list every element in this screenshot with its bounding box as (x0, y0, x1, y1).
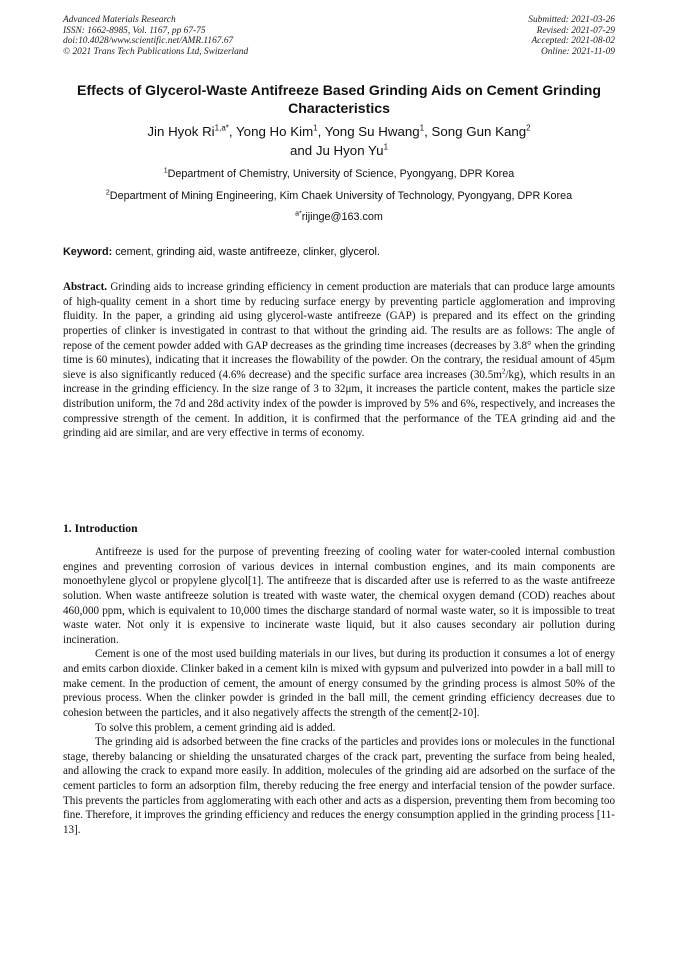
journal-issn: ISSN: 1662-8985, Vol. 1167, pp 67-75 (63, 25, 206, 36)
author-separator: , (228, 124, 237, 139)
dates-info (528, 15, 615, 57)
affiliation-1 (40, 168, 638, 181)
affiliation-2 (40, 190, 638, 203)
date-submitted: Submitted: 2021-03-26 (528, 15, 615, 25)
abstract (63, 280, 615, 441)
affiliation-mark: 2 (105, 189, 110, 197)
author-separator: , (424, 124, 432, 139)
journal-name: Advanced Materials Research (63, 15, 176, 25)
abstract-text: Grinding aids to increase grinding efficiency in cement production are materials that can produce large amounts of high-quality cement in a short time by reducing surface energy by preventing particle agglomeration and improving fluidity. In the paper, a grinding aid using glycerol-waste antifreeze (GAP) is prepared and its effect on the grinding properties of clinker is investigated in contrast to that without the grinding aid. The results are as follows: The angle of repose of the cement powder added with GAP decreases as the grinding time increases (decreases by 3.8° when the grinding time is 60 minutes), indicating that it increases the flowability of the powder. On the contrary, the residual amount of 45μm sieve is also significantly reduced (4.6% decrease) and the specific surface area increases (30.5m (63, 281, 615, 381)
corresponding-email (40, 211, 638, 224)
abstract-label: Abstract. (63, 281, 108, 293)
paragraph: Cement is one of the most used building materials in our lives, but during its production it consumes a lot of energy and emits carbon dioxide. Clinker baked in a cement kiln is mixed with gypsum and pulverized into powder in a ball mill to make cement. In the production of cement, the amount of energy consumed by the grinding process is almost 50% of the previous process. When the clinker powder is grinded in the ball mill, the cement grinding efficiency decreases due to cohesion between the particles, and it also negatively affects the strength of the cement[2-10]. (63, 648, 615, 719)
introduction-body (63, 545, 615, 838)
keywords-label: Keyword: (63, 246, 113, 258)
journal-info (63, 15, 248, 57)
author-affil-mark: 1 (383, 142, 389, 152)
abstract-superscript: 2 (501, 367, 506, 376)
email-mark: a* (295, 210, 302, 218)
paper-title: Effects of Glycerol-Waste Antifreeze Based Grinding Aids on Cement Grinding Characteristics (77, 82, 601, 116)
date-online: Online: 2021-11-09 (540, 46, 615, 57)
paragraph: Antifreeze is used for the purpose of preventing freezing of cooling water for water-cooled internal combustion engines and preventing corrosion of various devices in internal combustion engines, and its main components are monoethylene glycol or propylene glycol[1]. The antifreeze that is discarded after use is referred to as the waste antifreeze solution. When waste antifreeze solution is treated with waste water, the chemical oxygen demand (COD) reaches about 460,000 ppm, which is equivalent to 10,000 times the discharge standard of normal waste water, so it is impossible to treat waste water. Not only it is expensive to incinerate waste liquid, but it also causes secondary air pollution during incineration. (63, 546, 615, 646)
author-name: Yong Ho Kim (236, 124, 314, 139)
keywords (63, 246, 615, 259)
author-name: Yong Su Hwang (324, 124, 420, 139)
author-affil-mark: 1 (419, 123, 425, 133)
author-name: Jin Hyok Ri (147, 124, 215, 139)
section-heading: 1. Introduction (63, 522, 138, 535)
abstract-text-cont: /kg), which results in an increase in the grinding efficiency. In the size range of 3 to 32μm, it increases the particle content, makes the particle size distribution uniform, the 7d and 28d activity index of the powder is improved by 5% and 6%, respectively, and increases the compressive strength of the cement. In addition, it is confirmed that the performance of the TEA grinding aid and the grinding aid are similar, and are very effective in terms of economy. (63, 368, 615, 440)
keywords-text: cement, grinding aid, waste antifreeze, clinker, glycerol. (112, 246, 380, 258)
email-text[interactable]: rijinge@163.com (301, 211, 383, 223)
affiliation-text: Department of Mining Engineering, Kim Chaek University of Technology, Pyongyang, DPR Korea (109, 190, 573, 202)
date-revised: Revised: 2021-07-29 (536, 25, 615, 36)
journal-copyright: © 2021 Trans Tech Publications Ltd, Switzerland (63, 46, 249, 57)
journal-doi: doi:10.4028/www.scientific.net/AMR.1167.67 (63, 36, 234, 47)
author-affil-mark: 1,a* (214, 123, 229, 133)
affiliation-mark: 1 (163, 167, 168, 175)
author-list (60, 122, 618, 160)
affiliation-text: Department of Chemistry, University of Science, Pyongyang, DPR Korea (167, 168, 515, 180)
author-name: and Ju Hyon Yu (289, 143, 384, 158)
author-affil-mark: 1 (313, 123, 318, 133)
author-separator: , (317, 124, 325, 139)
paragraph: To solve this problem, a cement grinding aid is added. (95, 721, 336, 734)
author-name: Song Gun Kang (431, 124, 527, 139)
paragraph: The grinding aid is adsorbed between the fine cracks of the particles and provides ions or molecules in the functional stage, thereby balancing or shielding the unsaturated charges of the crack part, preventing the surface from being healed, and allowing the crack to expand more easily. In addition, molecules of the grinding aid are adsorbed on the surface of the cement particles to form an adsorption film, thereby reducing the free energy and interfacial tension of the powder surface. This prevents the particles from agglomerating with each other and acts as a dispersion, preventing them from becoming too fine. Therefore, it improves the grinding efficiency and reduces the energy consumption applied in the grinding process [11-13]. (63, 736, 615, 836)
date-accepted: Accepted: 2021-08-02 (531, 36, 615, 47)
author-affil-mark: 2 (526, 123, 531, 133)
